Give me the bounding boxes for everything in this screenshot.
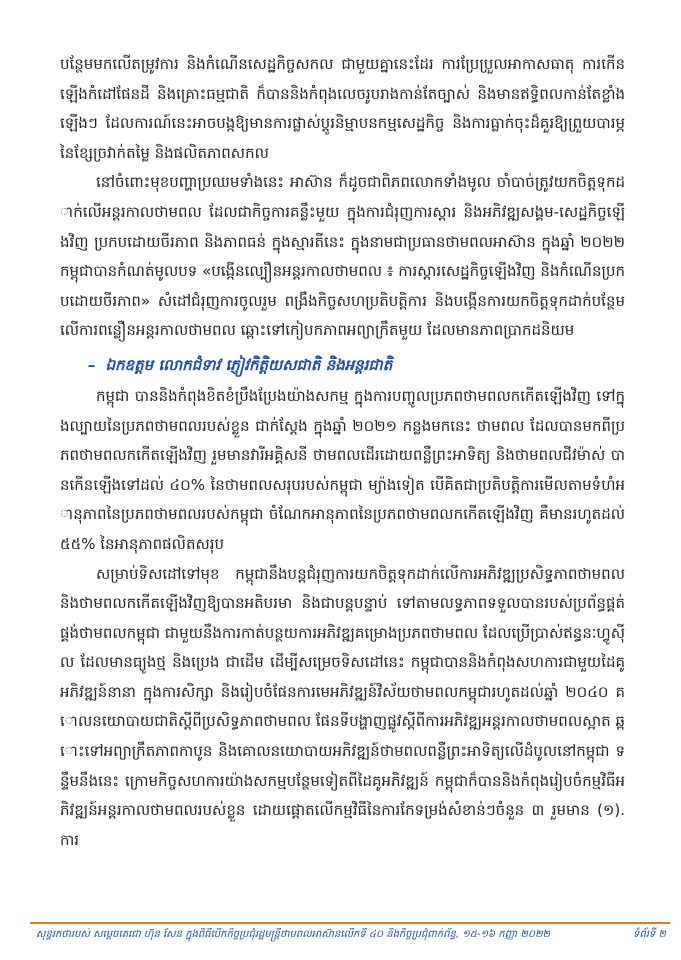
heading-dash: – bbox=[88, 355, 96, 374]
paragraph-1: បន្ថែមមកលើតម្រូវការ និងកំណើនសេដ្ឋកិច្ចសកល ជាមួយគ្នានេះដែរ ការប្រែប្រួលអាកាសធាតុ ការកើនឡើងកំដៅផែនដី និងគ្រោះធម្មជាតិ ក៏បាននិងកំពុងលេចរូបរាងកាន់តែច្បាស់ និងមានឥទ្ធិពលកាន់តែខ្លាំងឡើងៗ ដែលការណ៍នេះអាចបង្កឱ្យមានការផ្លាស់ប្តូរនិម្មាបនកម្មសេដ្ឋកិច្ច និងការធ្លាក់ចុះដ៏គួរឱ្យព្រួយបារម្ភនៃខ្សែច្រវាក់តម្លៃ និងផលិតភាពសកល bbox=[60, 55, 625, 162]
body-text bbox=[60, 50, 625, 855]
section-heading bbox=[88, 350, 625, 380]
page-number: ទំព័រទី ២ bbox=[633, 929, 666, 940]
footer-divider bbox=[30, 922, 670, 924]
footer-caption: សុន្ទរកថារបស់ សម្តេចតេជោ ហ៊ុន សែន ក្នុងពិធីបើកកិច្ចប្រជុំរដ្ឋមន្ត្រីថាមពលអាស៊ានលើកទី ៤០ និងកិច្ចប្រជុំពាក់ព័ន្ធ, ១៥-១៦ កញ្ញា ២០២២ bbox=[36, 929, 551, 940]
heading-text: ឯកឧត្តម លោកជំទាវ ភ្ញៀវកិត្តិយសជាតិ និងអន្តរជាតិ bbox=[105, 355, 393, 374]
footer bbox=[36, 928, 666, 942]
paragraph-3: កម្ពុជា បាននិងកំពុងខិតខំប្រឹងប្រែងយ៉ាងសកម្ម ក្នុងការបញ្ចូលប្រភពថាមពលកកើតឡើងវិញ ទៅក្នុងល្បាយនៃប្រភពថាមពលរបស់ខ្លួន ជាក់ស្តែង ក្នុងឆ្នាំ ២០២១ កន្លងមកនេះ ថាមពល ដែលបានមកពីប្រភពថាមពលកកើតឡើងវិញ រួមមានវារីអគ្គិសនី ថាមពលដើរដោយពន្លឺព្រះអាទិត្យ និងថាមពលជីវម៉ាស់ បានកើនឡើងទៅដល់ ៤០% នៃថាមពលសរុបរបស់កម្ពុជា ម្យ៉ាងទៀត បើគិតជាប្រតិបត្តិការមើលតាមទំហំអានុភាពនៃប្រភពថាមពលរបស់កម្ពុជា ចំណែកអានុភាពនៃប្រភពថាមពលកកើតឡើងវិញ គឺមានរហូតដល់ ៥៥% នៃអានុភាពផលិតសរុប bbox=[60, 386, 625, 553]
paragraph-2: នៅចំពោះមុខបញ្ហាប្រឈមទាំងនេះ អាស៊ាន ក៏ដូចជាពិភពលោកទាំងមូល ចាំបាច់ត្រូវយកចិត្តទុកដាក់លើអន្តរកាលថាមពល ដែលជាកិច្ចការគន្លឹះមួយ ក្នុងការជំរុញការស្តារ និងអភិវឌ្ឍសង្គម-សេដ្ឋកិច្ចឡើងវិញ ប្រកបដោយចីរភាព និងភាពធន់ ក្នុងស្មារតីនេះ ក្នុងនាមជាប្រធានថាមពលអាស៊ាន ក្នុងឆ្នាំ ២០២២ កម្ពុជាបានកំណត់មូលបទ «បង្កើនល្បឿនអន្តរកាលថាមពល ៖ ការស្តារសេដ្ឋកិច្ចឡើងវិញ និងកំណើនប្រកបដោយចីរភាព» សំដៅជំរុញការចូលរួម ពង្រឹងកិច្ចសហប្រតិបត្តិការ និងបង្កើនការយកចិត្តទុកដាក់បន្ថែម លើការពន្លឿនអន្តរកាលថាមពល ឆ្ពោះទៅកៀបកភាពអព្យាក្រឹតមួយ ដែលមានភាពប្រាកដនិយម bbox=[60, 173, 625, 340]
paragraph-4: សម្រាប់ទិសដៅទៅមុខ កម្ពុជានឹងបន្តជំរុញការយកចិត្តទុកដាក់លើការអភិវឌ្ឍប្រសិទ្ធភាពថាមពល និងថាមពលកកើតឡើងវិញឱ្យបានអតិបរមា និងជាបន្តបន្ទាប់ ទៅតាមលទ្ធភាពទទួលបានរបស់ប្រព័ន្ធផ្គត់ផ្គង់ថាមពលកម្ពុជា ជាមួយនឹងការកាត់បន្ថយការអភិវឌ្ឍគម្រោងប្រភពថាមពល ដែលប្រើប្រាស់ឥន្ធនៈហ្វូស៊ីល ដែលមានធ្យូងថ្ម និងប្រេង ជាដើម ដើម្បីសម្រេចទិសដៅនេះ កម្ពុជាបាននិងកំពុងសហការជាមួយដៃគូអភិវឌ្ឍន៍នានា ក្នុងការសិក្សា និងរៀបចំផែនការមេអភិវឌ្ឍន៍វិស័យថាមពលកម្ពុជារហូតដល់ឆ្នាំ ២០៤០ គោលនយោបាយជាតិស្តីពីប្រសិទ្ធភាពថាមពល ផែនទីបង្ហាញផ្លូវស្តីពីការអភិវឌ្ឍអន្តរកាលថាមពលស្អាត ឆ្ពោះទៅអព្យាក្រឹតភាពកាបូន និងគោលនយោបាយអភិវឌ្ឍន៍ថាមពលពន្លឺព្រះអាទិត្យលើដំបូលនៅកម្ពុជា ទន្ទឹមនឹងនេះ ក្រោមកិច្ចសហការយ៉ាងសកម្មបន្ថែមទៀតពីដៃគូអភិវឌ្ឍន៍ កម្ពុជាក៏បាននិងកំពុងរៀបចំកម្មវិធីអភិវឌ្ឍន៍អន្តរកាលថាមពលរបស់ខ្លួន ដោយផ្តោតលើកម្មវិធីនៃការកែទម្រង់សំខាន់ៗចំនួន ៣ រួមមាន (១). ការ bbox=[60, 564, 625, 849]
